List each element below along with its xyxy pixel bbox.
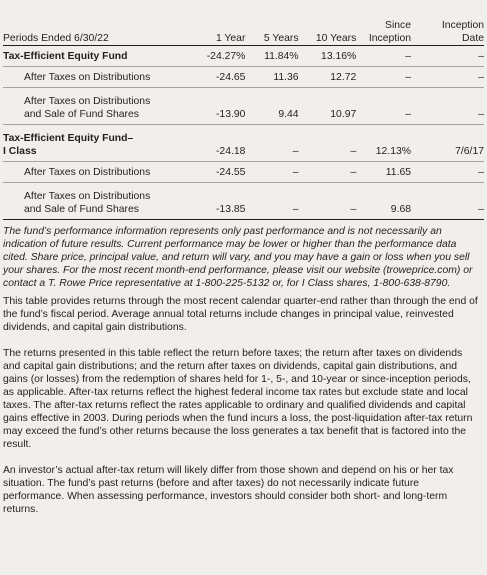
disclaimer-text: The fund’s performance information represents only past performance and is not necessarily an indication of future results. Current performance may be lower or higher than the performance data cited. Share price, principal value, and return will vary, and you may have a gain or loss when you sell your shares. For the most recent month-end performance, please visit our website (troweprice.com) or contact a T. Rowe Price representative at 1-800-225-5132 or, for I Class shares, 1-800-638-8790. xyxy=(3,226,473,289)
header-10-years: 10 Years xyxy=(315,33,357,44)
cell-since-inception: – xyxy=(356,46,411,67)
header-since-inception: Since Inception xyxy=(368,20,412,44)
cell-inception-date: 7/6/17 xyxy=(411,125,484,162)
footnotes xyxy=(3,225,482,516)
row-label: After Taxes on Distributions and Sale of Fund Shares xyxy=(3,88,189,125)
cell-1-year: -13.85 xyxy=(189,183,245,220)
table-row xyxy=(3,88,484,125)
header-period: Periods Ended 6/30/22 xyxy=(3,33,109,44)
row-label: After Taxes on Distributions and Sale of Fund Shares xyxy=(3,183,189,220)
row-label: After Taxes on Distributions xyxy=(3,162,189,183)
cell-inception-date: – xyxy=(411,67,484,88)
cell-5-years: 9.44 xyxy=(245,88,298,125)
cell-inception-date: – xyxy=(411,183,484,220)
table-row xyxy=(3,183,484,220)
cell-since-inception: 11.65 xyxy=(356,162,411,183)
cell-10-years: 13.16% xyxy=(299,46,357,67)
header-1-year: 1 Year xyxy=(215,33,246,44)
table-row xyxy=(3,67,484,88)
row-label: Tax-Efficient Equity Fund xyxy=(3,46,189,67)
row-label: Tax-Efficient Equity Fund– I Class xyxy=(3,125,189,162)
cell-inception-date: – xyxy=(411,88,484,125)
cell-inception-date: – xyxy=(411,46,484,67)
header-5-years: 5 Years xyxy=(263,33,299,44)
cell-since-inception: – xyxy=(356,67,411,88)
cell-1-year: -24.18 xyxy=(189,125,245,162)
note-paragraph-quarter-end: This table provides returns through the most recent calendar quarter-end rather than through the end of the fund’s fiscal period. Average annual total returns include changes in principal value, reinvested dividends, and capital gain distributions. xyxy=(3,296,478,333)
cell-since-inception: 12.13% xyxy=(356,125,411,162)
header-inception-date: Inception Date xyxy=(441,20,484,44)
table-row xyxy=(3,125,484,162)
performance-table xyxy=(3,10,484,220)
table-row xyxy=(3,162,484,183)
cell-1-year: -24.65 xyxy=(189,67,245,88)
note-paragraph-investor: An investor’s actual after-tax return will likely differ from those shown and depend on his or her tax situation. The fund’s past returns (before and after taxes) do not necessarily indicate future performance. When assessing performance, investors should consider both short- and long-term returns. xyxy=(3,465,454,515)
cell-5-years: 11.36 xyxy=(245,67,298,88)
cell-10-years: – xyxy=(299,162,357,183)
cell-1-year: -24.55 xyxy=(189,162,245,183)
table-header-row xyxy=(3,10,484,46)
cell-inception-date: – xyxy=(411,162,484,183)
cell-1-year: -13.90 xyxy=(189,88,245,125)
note-paragraph-after-tax: The returns presented in this table reflect the return before taxes; the return after taxes on dividends and capital gain distributions; and the return after taxes on dividends, capital gain distributions, and gains (or losses) from the redemption of shares held for 1-, 5-, and 10-year or since-inception periods, as applicable. After-tax returns reflect the highest federal income tax rates but exclude state and local taxes. The after-tax returns reflect the rates applicable to ordinary and qualified dividends and capital gains effective in 2003. During periods when the fund incurs a loss, the post-liquidation after-tax return may exceed the fund’s other returns because the loss generates a tax benefit that is factored into the result. xyxy=(3,348,473,450)
cell-1-year: -24.27% xyxy=(189,46,245,67)
cell-10-years: 12.72 xyxy=(299,67,357,88)
cell-10-years: – xyxy=(299,125,357,162)
cell-10-years: 10.97 xyxy=(299,88,357,125)
cell-5-years: – xyxy=(245,162,298,183)
cell-5-years: – xyxy=(245,183,298,220)
cell-5-years: – xyxy=(245,125,298,162)
cell-10-years: – xyxy=(299,183,357,220)
cell-5-years: 11.84% xyxy=(245,46,298,67)
row-label: After Taxes on Distributions xyxy=(3,67,189,88)
cell-since-inception: 9.68 xyxy=(356,183,411,220)
table-row xyxy=(3,46,484,67)
cell-since-inception: – xyxy=(356,88,411,125)
